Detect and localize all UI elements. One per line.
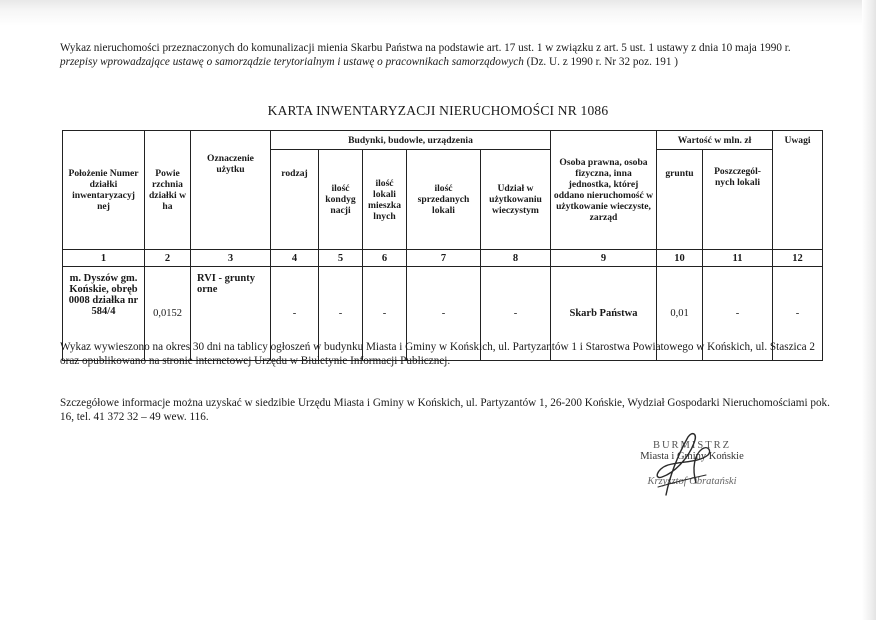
posting-notice: Wykaz wywieszono na okres 30 dni na tablicy ogłoszeń w budynku Miasta i Gminy w Końskich, ul. Partyzantów 1 i Starostwa Powiatowego w Końskich, ul. Staszica 2 oraz opublikowano na stronie internetowej Urzędu w Biuletynie Informacji Publicznej. [60,341,815,367]
column-number: 3 [191,250,271,267]
cell-osoba: Skarb Państwa [551,267,657,361]
intro-reference: (Dz. U. z 1990 r. Nr 32 poz. 191 ) [526,56,678,68]
cell-poszczegolnych: - [703,267,773,361]
header-lokali: ilość lokali mieszka lnych [363,150,407,250]
column-number-row [63,250,823,267]
cell-oznaczenie: RVI - grunty orne [191,267,271,361]
header-powierzchnia: Powie rzchnia działki w ha [145,131,191,250]
cell-uwagi: - [773,267,823,361]
intro-paragraph [60,41,800,69]
column-number: 7 [407,250,481,267]
header-budynki: Budynki, budowle, urządzenia [271,131,551,150]
header-udzial: Udział w użytkowaniu wieczystym [481,150,551,250]
scan-shadow-right [862,0,876,620]
column-number: 4 [271,250,319,267]
column-number: 12 [773,250,823,267]
header-wartosc: Wartość w mln. zł [657,131,773,150]
header-oznaczenie: Oznaczenie użytku [191,131,271,250]
column-number: 9 [551,250,657,267]
signature-name: Krzysztof Obratański [647,476,737,487]
cell-kondygnacji: - [319,267,363,361]
cell-rodzaj: - [271,267,319,361]
cell-lokali: - [363,267,407,361]
signature-office: Miasta i Gminy Końskie [640,451,744,462]
header-rodzaj: rodzaj [271,150,319,250]
cell-polozenie: m. Dyszów gm. Końskie, obręb 0008 działka nr 584/4 [63,267,145,361]
header-polozenie: Położenie Numer działki inwentaryzacyj nej [63,131,145,250]
header-gruntu: gruntu [657,150,703,250]
header-uwagi: Uwagi [773,131,823,250]
signature-role: BURMISTRZ [652,440,732,451]
column-number: 6 [363,250,407,267]
scan-shadow-top [0,0,876,26]
cell-sprzedanych: - [407,267,481,361]
inventory-table [62,130,823,361]
header-osoba: Osoba prawna, osoba fizyczna, inna jednostka, której oddano nieruchomość w użytkowanie wieczyste, zarząd [551,131,657,250]
column-number: 2 [145,250,191,267]
column-number: 5 [319,250,363,267]
document-title: KARTA INWENTARYZACJI NIERUCHOMOŚCI NR 1086 [267,103,609,118]
cell-udzial: - [481,267,551,361]
header-kondygnacji: ilość kondyg nacji [319,150,363,250]
header-row-1 [63,131,823,150]
cell-powierzchnia: 0,0152 [145,267,191,361]
cell-gruntu: 0,01 [657,267,703,361]
header-sprzedanych: ilość sprzedanych lokali [407,150,481,250]
handwritten-signature-icon [648,425,718,505]
intro-italic-text: przepisy wprowadzające ustawę o samorządzie terytorialnym i ustawę o pracownikach samorządowych [60,56,524,68]
column-number: 10 [657,250,703,267]
column-number: 11 [703,250,773,267]
header-poszczegolnych: Poszczegól- nych lokali [703,150,773,250]
column-number: 8 [481,250,551,267]
intro-text: Wykaz nieruchomości przeznaczonych do komunalizacji mienia Skarbu Państwa na podstawie art. 17 ust. 1 w związku z art. 5 ust. 1 ustawy z dnia 10 maja 1990 r. [60,42,791,54]
column-number: 1 [63,250,145,267]
contact-info: Szczegółowe informacje można uzyskać w siedzibie Urzędu Miasta i Gminy w Końskich, ul. Partyzantów 1, 26-200 Końskie, Wydział Gospodarki Nieruchomościami pok. 16, tel. 41 372 32 – 49 wew. 116. [60,397,830,423]
